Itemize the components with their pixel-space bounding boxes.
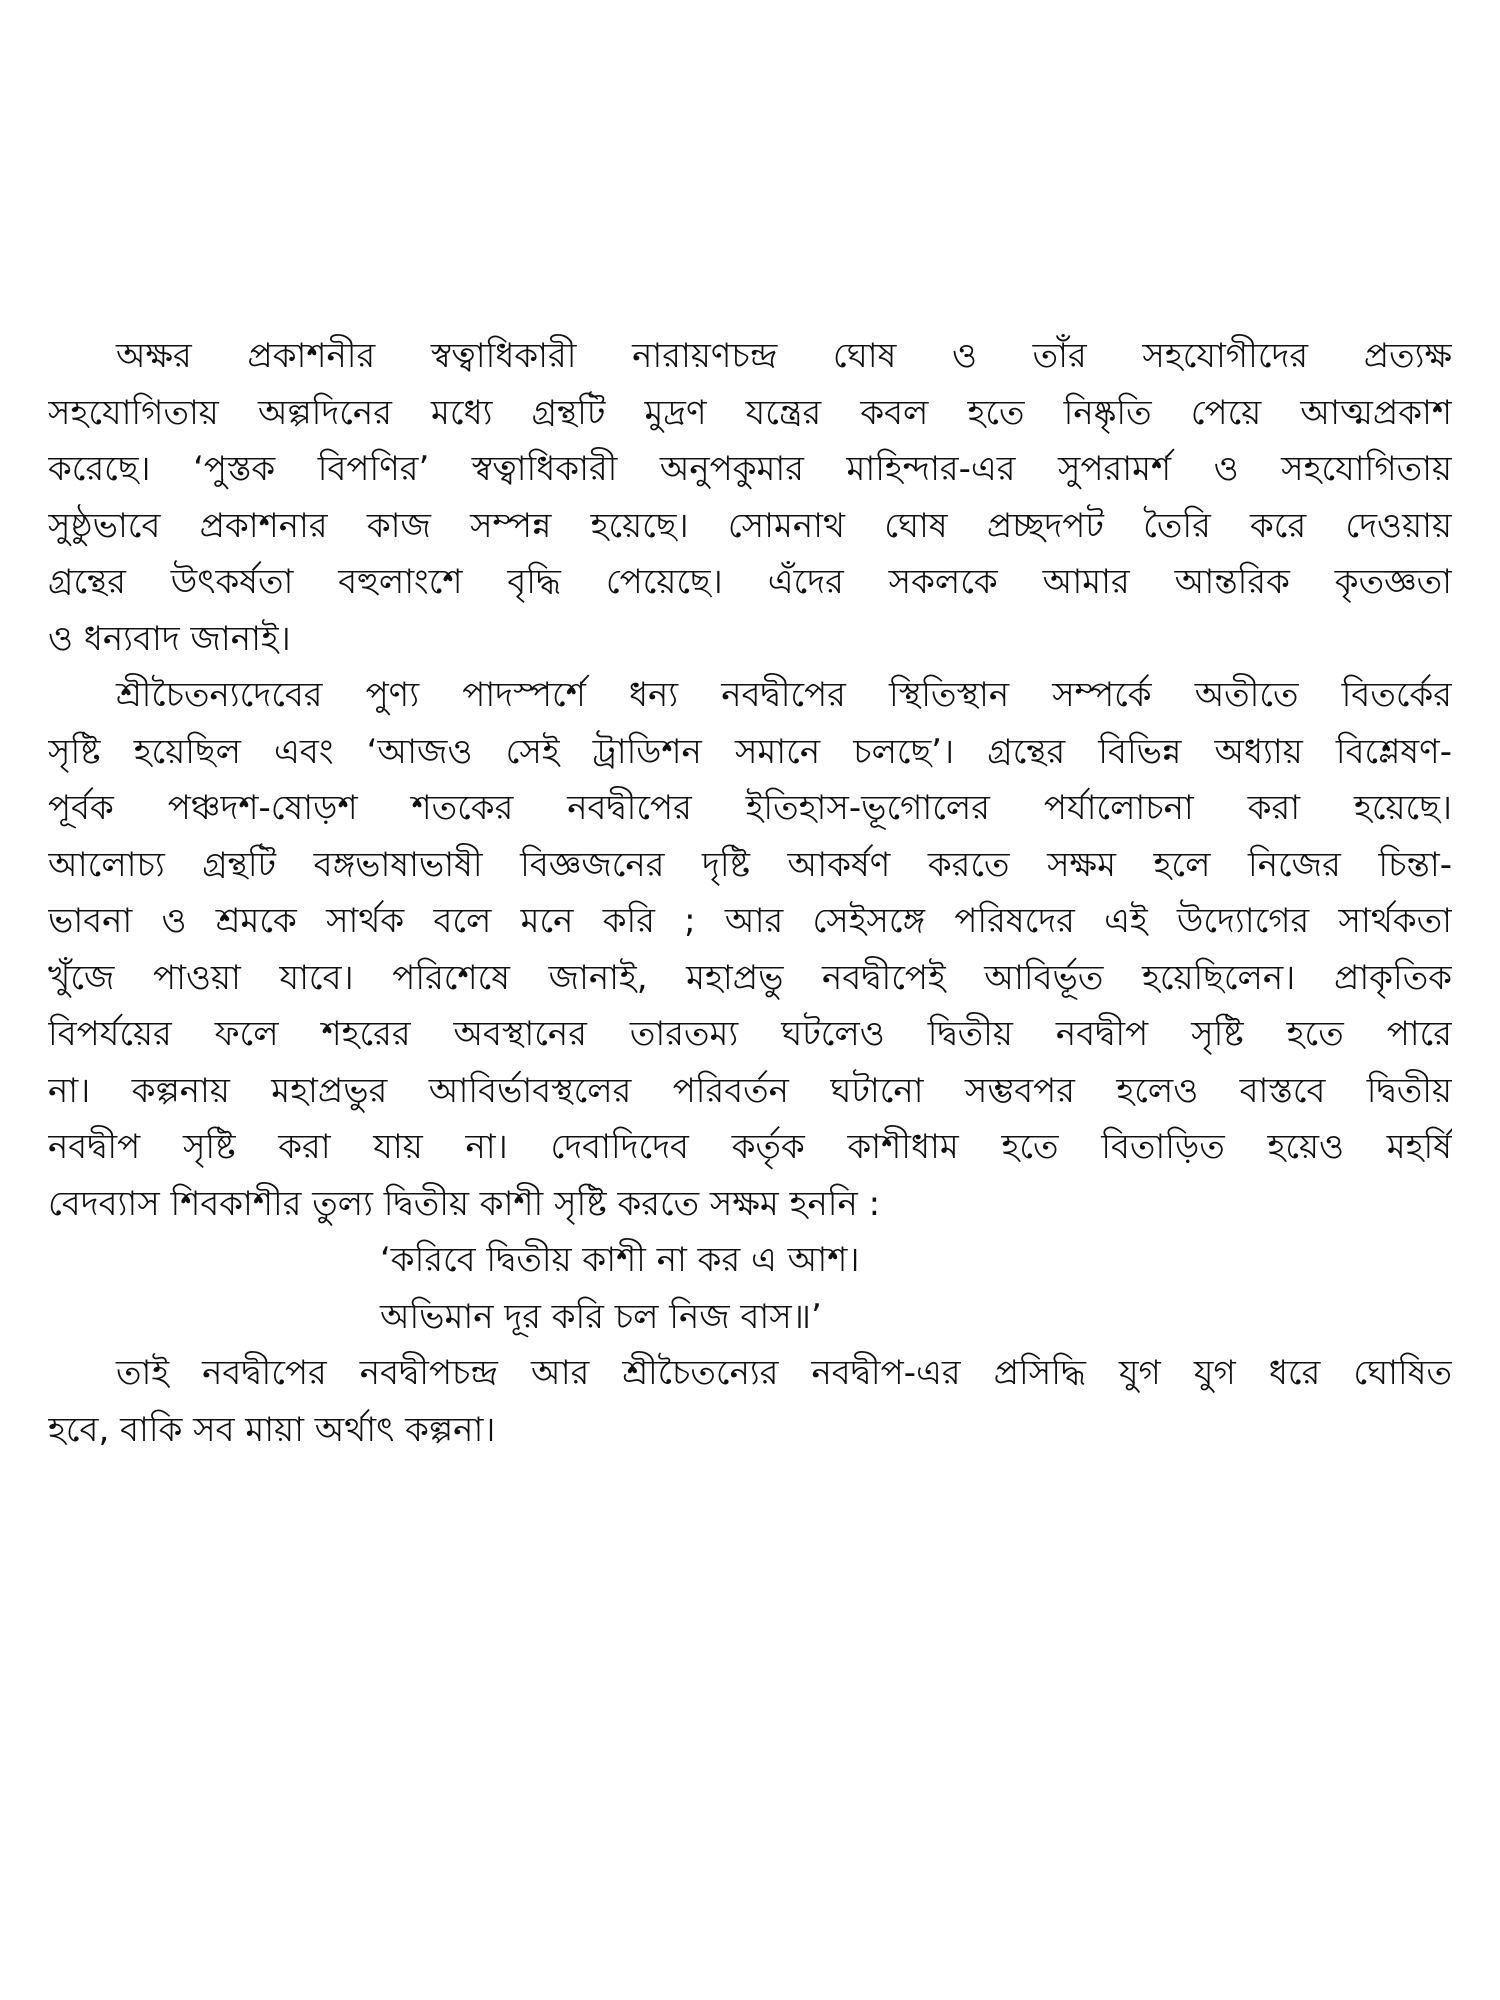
text-line: সুষ্ঠুভাবে প্রকাশনার কাজ সম্পন্ন হয়েছে। সোমনাথ ঘোষ প্রচ্ছদপট তৈরি করে দেওয়ায় xyxy=(48,505,1452,546)
verse-quote xyxy=(48,1232,1452,1345)
paragraph-acknowledgement xyxy=(48,328,1452,667)
text-line: করেছে। ‘পুস্তক বিপণির’ স্বত্বাধিকারী অনুপকুমার মাহিন্দার-এর সুপরামর্শ ও সহযোগিতায় xyxy=(48,449,1452,489)
text-line: অক্ষর প্রকাশনীর স্বত্বাধিকারী নারায়ণচন্দ্র ঘোষ ও তাঁর সহযোগীদের প্রত্যক্ষ xyxy=(116,336,1452,376)
text-line: বেদব্যাস শিবকাশীর তুল্য দ্বিতীয় কাশী সৃষ্টি করতে সক্ষম হননি : xyxy=(48,1183,881,1224)
document-page xyxy=(48,328,1452,1458)
text-line: পূর্বক পঞ্চদশ-ষোড়শ শতকের নবদ্বীপের ইতিহাস-ভূগোলের পর্যালোচনা করা হয়েছে। xyxy=(48,788,1452,828)
paragraph-closing xyxy=(48,1345,1452,1458)
text-line: নবদ্বীপ সৃষ্টি করা যায় না। দেবাদিদেব কর্তৃক কাশীধাম হতে বিতাড়িত হয়েও মহর্ষি xyxy=(48,1127,1452,1167)
text-line: আলোচ্য গ্রন্থটি বঙ্গভাষাভাষী বিজ্ঞজনের দৃষ্টি আকর্ষণ করতে সক্ষম হলে নিজের চিন্তা- xyxy=(48,844,1452,885)
text-line: হবে, বাকি সব মায়া অর্থাৎ কল্পনা। xyxy=(48,1409,496,1450)
verse-line: ‘করিবে দ্বিতীয় কাশী না কর এ আশ। xyxy=(380,1240,860,1280)
text-line: গ্রন্থের উৎকর্ষতা বহুলাংশে বৃদ্ধি পেয়েছে। এঁদের সকলকে আমার আন্তরিক কৃতজ্ঞতা xyxy=(48,562,1452,602)
text-line: ও ধন্যবাদ জানাই। xyxy=(48,618,291,659)
text-line: শ্রীচৈতন্যদেবের পুণ্য পাদস্পর্শে ধন্য নবদ্বীপের স্থিতিস্থান সম্পর্কে অতীতে বিতর্কের xyxy=(116,675,1452,715)
text-line: সহযোগিতায় অল্পদিনের মধ্যে গ্রন্থটি মুদ্রণ যন্ত্রের কবল হতে নিষ্কৃতি পেয়ে আত্মপ্রকাশ xyxy=(48,392,1452,433)
paragraph-nabadwip xyxy=(48,667,1452,1232)
text-line: বিপর্যয়ের ফলে শহরের অবস্থানের তারতম্য ঘটলেও দ্বিতীয় নবদ্বীপ সৃষ্টি হতে পারে xyxy=(48,1014,1452,1054)
text-line: না। কল্পনায় মহাপ্রভুর আবির্ভাবস্থলের পরিবর্তন ঘটানো সম্ভবপর হলেও বাস্তবে দ্বিতীয় xyxy=(48,1070,1452,1111)
text-line: ভাবনা ও শ্রমকে সার্থক বলে মনে করি ; আর সেইসঙ্গে পরিষদের এই উদ্যোগের সার্থকতা xyxy=(48,901,1452,941)
text-line: খুঁজে পাওয়া যাবে। পরিশেষে জানাই, মহাপ্রভু নবদ্বীপেই আবির্ভূত হয়েছিলেন। প্রাকৃতিক xyxy=(48,957,1452,998)
text-line: সৃষ্টি হয়েছিল এবং ‘আজও সেই ট্রাডিশন সমানে চলছে’। গ্রন্থের বিভিন্ন অধ্যায় বিশ্লেষণ- xyxy=(48,731,1452,772)
text-line: তাই নবদ্বীপের নবদ্বীপচন্দ্র আর শ্রীচৈতন্যের নবদ্বীপ-এর প্রসিদ্ধি যুগ যুগ ধরে ঘোষিত xyxy=(116,1353,1452,1393)
verse-line: অভিমান দূর করি চল নিজ বাস॥’ xyxy=(380,1296,822,1337)
